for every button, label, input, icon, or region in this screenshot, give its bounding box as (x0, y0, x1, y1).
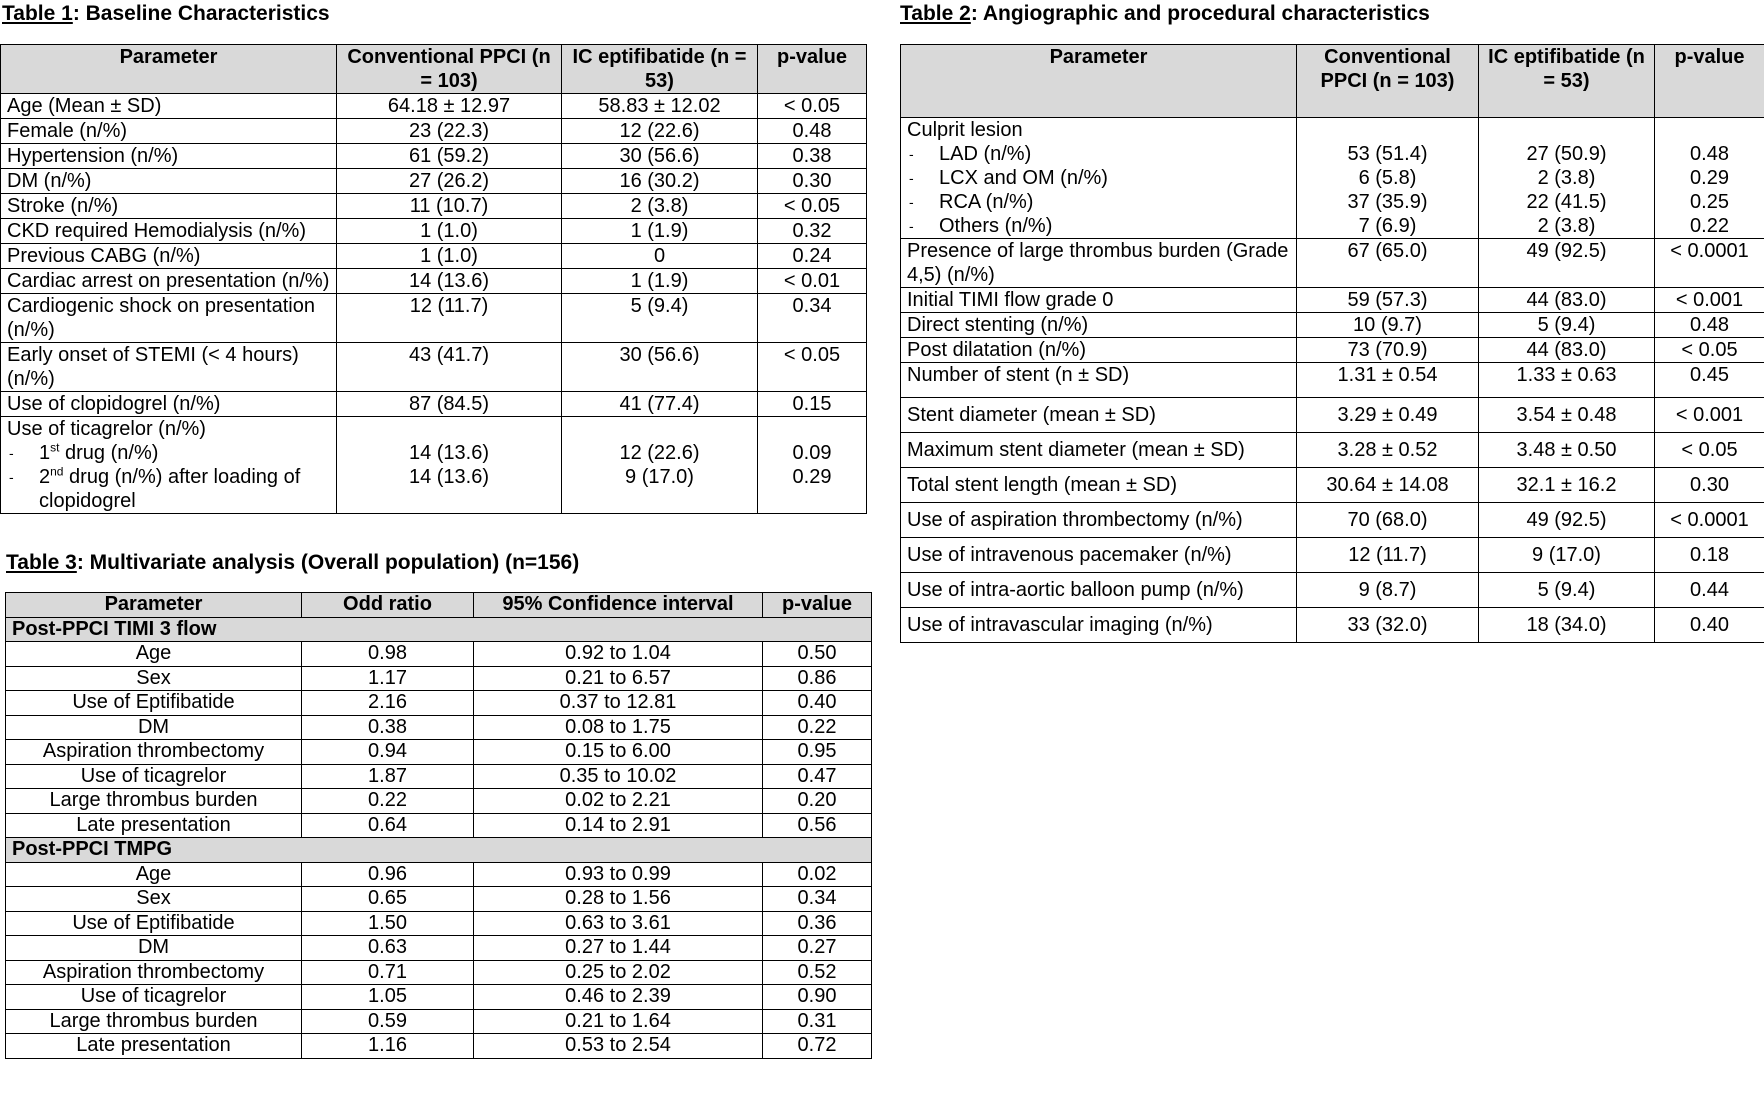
p-value-cell: 0.20 (763, 789, 872, 814)
p-value-cell: < 0.001 (1655, 398, 1764, 433)
ticagrelor-sub-2: - 2nd drug (n/%) after loading of clopidogrel (7, 465, 330, 513)
table3-title: : Multivariate analysis (Overall population) (n=156) (76, 551, 580, 574)
table-row (901, 239, 1764, 288)
parameter-cell: Stent diameter (mean ± SD) (901, 398, 1297, 433)
table3-header-row (6, 593, 872, 618)
odd-ratio-cell: 0.64 (302, 813, 474, 838)
culprit-sub: - LAD (n/%) (907, 142, 1290, 166)
ci-cell: 0.37 to 12.81 (474, 691, 763, 716)
ci-cell: 0.63 to 3.61 (474, 911, 763, 936)
odd-ratio-cell: 1.05 (302, 985, 474, 1010)
ci-cell: 0.02 to 2.21 (474, 789, 763, 814)
conventional-cell: 67 (65.0) (1297, 239, 1479, 288)
p-value-cell: 0.36 (763, 911, 872, 936)
odd-ratio-cell: 0.38 (302, 715, 474, 740)
parameter-cell: Female (n/%) (1, 119, 337, 144)
table-row (1, 417, 867, 514)
p-value-cell: 0.09 0.29 (758, 417, 867, 514)
table2-header: Parameter (901, 45, 1297, 118)
parameter-cell: Maximum stent diameter (mean ± SD) (901, 433, 1297, 468)
table-row (6, 813, 872, 838)
parameter-cell: Sex (6, 887, 302, 912)
eptifibatide-cell: 16 (30.2) (562, 169, 758, 194)
parameter-cell: Previous CABG (n/%) (1, 244, 337, 269)
parameter-cell: Number of stent (n ± SD) (901, 363, 1297, 398)
p-value-cell: 0.48 (758, 119, 867, 144)
ci-cell: 0.46 to 2.39 (474, 985, 763, 1010)
table-row (1, 219, 867, 244)
p-value-cell: 0.34 (763, 887, 872, 912)
parameter-cell: Direct stenting (n/%) (901, 313, 1297, 338)
odd-ratio-cell: 0.59 (302, 1009, 474, 1034)
conventional-cell: 12 (11.7) (1297, 538, 1479, 573)
table-row (6, 1009, 872, 1034)
table3-caption (6, 551, 579, 575)
section-row (6, 838, 872, 863)
ci-cell: 0.53 to 2.54 (474, 1034, 763, 1059)
table-row (6, 740, 872, 765)
p-value-cell: < 0.001 (1655, 288, 1764, 313)
table-row (1, 119, 867, 144)
conventional-cell: 53 (51.4) 6 (5.8) 37 (35.9) 7 (6.9) (1297, 118, 1479, 239)
table-row (1, 169, 867, 194)
parameter-cell: DM (6, 715, 302, 740)
ci-cell: 0.21 to 6.57 (474, 666, 763, 691)
odd-ratio-cell: 0.65 (302, 887, 474, 912)
table1-header: Conventional PPCI (n = 103) (337, 45, 562, 94)
ci-cell: 0.92 to 1.04 (474, 642, 763, 667)
p-value-cell: 0.31 (763, 1009, 872, 1034)
table-row (1, 94, 867, 119)
eptifibatide-cell: 2 (3.8) (562, 194, 758, 219)
table-row (6, 764, 872, 789)
p-value-cell: 0.02 (763, 862, 872, 887)
table-row (6, 642, 872, 667)
p-value-cell: < 0.05 (1655, 338, 1764, 363)
table-row (901, 288, 1764, 313)
parameter-cell: Total stent length (mean ± SD) (901, 468, 1297, 503)
eptifibatide-cell: 49 (92.5) (1479, 503, 1655, 538)
ticagrelor-label: Use of ticagrelor (n/%) (7, 418, 206, 440)
p-value-cell: < 0.05 (1655, 433, 1764, 468)
section-title: Post-PPCI TIMI 3 flow (6, 617, 872, 642)
table-row (6, 715, 872, 740)
conventional-cell: 1 (1.0) (337, 219, 562, 244)
parameter-cell: Initial TIMI flow grade 0 (901, 288, 1297, 313)
ticagrelor-sub-1: - 1st drug (n/%) (7, 441, 330, 465)
culprit-label: Culprit lesion (907, 119, 1023, 141)
odd-ratio-cell: 2.16 (302, 691, 474, 716)
parameter-cell: Use of Eptifibatide (6, 691, 302, 716)
p-value-cell: 0.45 (1655, 363, 1764, 398)
conventional-cell: 1 (1.0) (337, 244, 562, 269)
parameter-cell: Early onset of STEMI (< 4 hours) (n/%) (1, 343, 337, 392)
table1-title: : Baseline Characteristics (72, 2, 330, 25)
p-value-cell: 0.18 (1655, 538, 1764, 573)
table1 (0, 44, 866, 514)
table-row (1, 244, 867, 269)
table-row (1, 144, 867, 169)
table1-header: Parameter (1, 45, 337, 94)
table-row (901, 608, 1764, 643)
odd-ratio-cell: 0.63 (302, 936, 474, 961)
parameter-cell: Late presentation (6, 1034, 302, 1059)
conventional-cell: 3.28 ± 0.52 (1297, 433, 1479, 468)
ci-cell: 0.27 to 1.44 (474, 936, 763, 961)
parameter-cell: Aspiration thrombectomy (6, 740, 302, 765)
table-row (901, 573, 1764, 608)
eptifibatide-cell: 3.48 ± 0.50 (1479, 433, 1655, 468)
ci-cell: 0.08 to 1.75 (474, 715, 763, 740)
table1-label: Table 1 (2, 2, 73, 25)
table2 (900, 44, 1764, 643)
conventional-cell: 27 (26.2) (337, 169, 562, 194)
parameter-cell: Sex (6, 666, 302, 691)
conventional-cell: 33 (32.0) (1297, 608, 1479, 643)
culprit-sub: - Others (n/%) (907, 214, 1290, 238)
parameter-cell: Use of ticagrelor (6, 985, 302, 1010)
p-value-cell: 0.40 (1655, 608, 1764, 643)
conventional-cell: 73 (70.9) (1297, 338, 1479, 363)
culprit-sub: - LCX and OM (n/%) (907, 166, 1290, 190)
parameter-cell: Age (6, 862, 302, 887)
culprit-sub: - RCA (n/%) (907, 190, 1290, 214)
conventional-cell: 12 (11.7) (337, 294, 562, 343)
eptifibatide-cell: 5 (9.4) (1479, 313, 1655, 338)
eptifibatide-cell: 58.83 ± 12.02 (562, 94, 758, 119)
conventional-cell: 43 (41.7) (337, 343, 562, 392)
parameter-cell: Presence of large thrombus burden (Grade 4,5) (n/%) (901, 239, 1297, 288)
table3 (5, 592, 871, 1059)
conventional-cell: 9 (8.7) (1297, 573, 1479, 608)
eptifibatide-cell: 12 (22.6) 9 (17.0) (562, 417, 758, 514)
p-value-cell: 0.48 0.29 0.25 0.22 (1655, 118, 1764, 239)
p-value-cell: 0.56 (763, 813, 872, 838)
ci-cell: 0.21 to 1.64 (474, 1009, 763, 1034)
odd-ratio-cell: 0.96 (302, 862, 474, 887)
table-row (6, 985, 872, 1010)
table2-label: Table 2 (900, 2, 971, 25)
eptifibatide-cell: 0 (562, 244, 758, 269)
ci-cell: 0.28 to 1.56 (474, 887, 763, 912)
table-row (901, 118, 1764, 239)
table2-header: Conventional PPCI (n = 103) (1297, 45, 1479, 118)
table3-header: p-value (763, 593, 872, 618)
eptifibatide-cell: 44 (83.0) (1479, 338, 1655, 363)
eptifibatide-cell: 1.33 ± 0.63 (1479, 363, 1655, 398)
parameter-cell: DM (6, 936, 302, 961)
p-value-cell: 0.30 (1655, 468, 1764, 503)
table-row (901, 538, 1764, 573)
p-value-cell: 0.90 (763, 985, 872, 1010)
eptifibatide-cell: 5 (9.4) (1479, 573, 1655, 608)
table2-header-row (901, 45, 1764, 118)
p-value-cell: 0.22 (763, 715, 872, 740)
eptifibatide-cell: 18 (34.0) (1479, 608, 1655, 643)
parameter-cell: CKD required Hemodialysis (n/%) (1, 219, 337, 244)
p-value-cell: 0.48 (1655, 313, 1764, 338)
odd-ratio-cell: 0.98 (302, 642, 474, 667)
p-value-cell: 0.30 (758, 169, 867, 194)
table-row (901, 338, 1764, 363)
parameter-cell: Late presentation (6, 813, 302, 838)
conventional-cell: 70 (68.0) (1297, 503, 1479, 538)
p-value-cell: 0.24 (758, 244, 867, 269)
eptifibatide-cell: 41 (77.4) (562, 392, 758, 417)
table-row (6, 789, 872, 814)
p-value-cell: < 0.01 (758, 269, 867, 294)
table-row (901, 398, 1764, 433)
ci-cell: 0.14 to 2.91 (474, 813, 763, 838)
parameter-cell: Use of intravenous pacemaker (n/%) (901, 538, 1297, 573)
section-title: Post-PPCI TMPG (6, 838, 872, 863)
conventional-cell: 61 (59.2) (337, 144, 562, 169)
table-row (6, 960, 872, 985)
eptifibatide-cell: 32.1 ± 16.2 (1479, 468, 1655, 503)
table1-caption (2, 2, 330, 26)
parameter-cell: Hypertension (n/%) (1, 144, 337, 169)
table-row (1, 269, 867, 294)
p-value-cell: 0.27 (763, 936, 872, 961)
table-row (6, 911, 872, 936)
parameter-cell: Use of aspiration thrombectomy (n/%) (901, 503, 1297, 538)
table3-header: 95% Confidence interval (474, 593, 763, 618)
conventional-cell: 3.29 ± 0.49 (1297, 398, 1479, 433)
parameter-cell: Aspiration thrombectomy (6, 960, 302, 985)
table-row (1, 194, 867, 219)
parameter-cell: Post dilatation (n/%) (901, 338, 1297, 363)
p-value-cell: 0.34 (758, 294, 867, 343)
conventional-cell: 1.31 ± 0.54 (1297, 363, 1479, 398)
p-value-cell: 0.95 (763, 740, 872, 765)
parameter-cell: Use of ticagrelor (6, 764, 302, 789)
p-value-cell: 0.38 (758, 144, 867, 169)
ci-cell: 0.93 to 0.99 (474, 862, 763, 887)
parameter-cell: Large thrombus burden (6, 789, 302, 814)
odd-ratio-cell: 0.22 (302, 789, 474, 814)
p-value-cell: < 0.05 (758, 94, 867, 119)
parameter-cell: DM (n/%) (1, 169, 337, 194)
ci-cell: 0.35 to 10.02 (474, 764, 763, 789)
table1-header-row (1, 45, 867, 94)
odd-ratio-cell: 0.94 (302, 740, 474, 765)
table-row (6, 1034, 872, 1059)
conventional-cell: 64.18 ± 12.97 (337, 94, 562, 119)
parameter-cell: Age (6, 642, 302, 667)
table2-header: p-value (1655, 45, 1764, 118)
parameter-cell (1, 417, 337, 514)
odd-ratio-cell: 1.87 (302, 764, 474, 789)
conventional-cell: 87 (84.5) (337, 392, 562, 417)
p-value-cell: 0.44 (1655, 573, 1764, 608)
odd-ratio-cell: 0.71 (302, 960, 474, 985)
parameter-cell: Use of intravascular imaging (n/%) (901, 608, 1297, 643)
p-value-cell: 0.72 (763, 1034, 872, 1059)
table2-title: : Angiographic and procedural characteristics (970, 2, 1430, 25)
table-row (901, 468, 1764, 503)
p-value-cell: 0.86 (763, 666, 872, 691)
eptifibatide-cell: 1 (1.9) (562, 269, 758, 294)
table1-header: p-value (758, 45, 867, 94)
eptifibatide-cell: 5 (9.4) (562, 294, 758, 343)
table-row (901, 433, 1764, 468)
p-value-cell: < 0.05 (758, 194, 867, 219)
table-row (901, 363, 1764, 398)
ci-cell: 0.15 to 6.00 (474, 740, 763, 765)
eptifibatide-cell: 9 (17.0) (1479, 538, 1655, 573)
table-row (1, 392, 867, 417)
table-row (6, 887, 872, 912)
table-row (6, 666, 872, 691)
eptifibatide-cell: 49 (92.5) (1479, 239, 1655, 288)
p-value-cell: 0.50 (763, 642, 872, 667)
table-row (1, 343, 867, 392)
table2-header: IC eptifibatide (n = 53) (1479, 45, 1655, 118)
p-value-cell: 0.47 (763, 764, 872, 789)
p-value-cell: 0.15 (758, 392, 867, 417)
eptifibatide-cell: 27 (50.9) 2 (3.8) 22 (41.5) 2 (3.8) (1479, 118, 1655, 239)
p-value-cell: 0.32 (758, 219, 867, 244)
p-value-cell: 0.40 (763, 691, 872, 716)
parameter-cell: Cardiogenic shock on presentation (n/%) (1, 294, 337, 343)
parameter-cell: Age (Mean ± SD) (1, 94, 337, 119)
table-row (6, 862, 872, 887)
eptifibatide-cell: 44 (83.0) (1479, 288, 1655, 313)
eptifibatide-cell: 30 (56.6) (562, 343, 758, 392)
table-row (901, 313, 1764, 338)
conventional-cell: 30.64 ± 14.08 (1297, 468, 1479, 503)
parameter-cell: Use of intra-aortic balloon pump (n/%) (901, 573, 1297, 608)
parameter-cell: Large thrombus burden (6, 1009, 302, 1034)
odd-ratio-cell: 1.16 (302, 1034, 474, 1059)
p-value-cell: < 0.0001 (1655, 503, 1764, 538)
table2-caption (900, 2, 1430, 26)
table3-label: Table 3 (6, 551, 77, 574)
p-value-cell: < 0.05 (758, 343, 867, 392)
p-value-cell: 0.52 (763, 960, 872, 985)
parameter-cell (901, 118, 1297, 239)
section-row (6, 617, 872, 642)
conventional-cell: 14 (13.6) 14 (13.6) (337, 417, 562, 514)
table-row (6, 936, 872, 961)
parameter-cell: Stroke (n/%) (1, 194, 337, 219)
odd-ratio-cell: 1.50 (302, 911, 474, 936)
eptifibatide-cell: 30 (56.6) (562, 144, 758, 169)
ci-cell: 0.25 to 2.02 (474, 960, 763, 985)
conventional-cell: 10 (9.7) (1297, 313, 1479, 338)
table3-header: Odd ratio (302, 593, 474, 618)
conventional-cell: 11 (10.7) (337, 194, 562, 219)
table3-header: Parameter (6, 593, 302, 618)
parameter-cell: Use of Eptifibatide (6, 911, 302, 936)
table-row (901, 503, 1764, 538)
conventional-cell: 59 (57.3) (1297, 288, 1479, 313)
parameter-cell: Cardiac arrest on presentation (n/%) (1, 269, 337, 294)
odd-ratio-cell: 1.17 (302, 666, 474, 691)
eptifibatide-cell: 3.54 ± 0.48 (1479, 398, 1655, 433)
eptifibatide-cell: 12 (22.6) (562, 119, 758, 144)
eptifibatide-cell: 1 (1.9) (562, 219, 758, 244)
table1-header: IC eptifibatide (n = 53) (562, 45, 758, 94)
conventional-cell: 23 (22.3) (337, 119, 562, 144)
table-row (6, 691, 872, 716)
conventional-cell: 14 (13.6) (337, 269, 562, 294)
parameter-cell: Use of clopidogrel (n/%) (1, 392, 337, 417)
p-value-cell: < 0.0001 (1655, 239, 1764, 288)
table-row (1, 294, 867, 343)
